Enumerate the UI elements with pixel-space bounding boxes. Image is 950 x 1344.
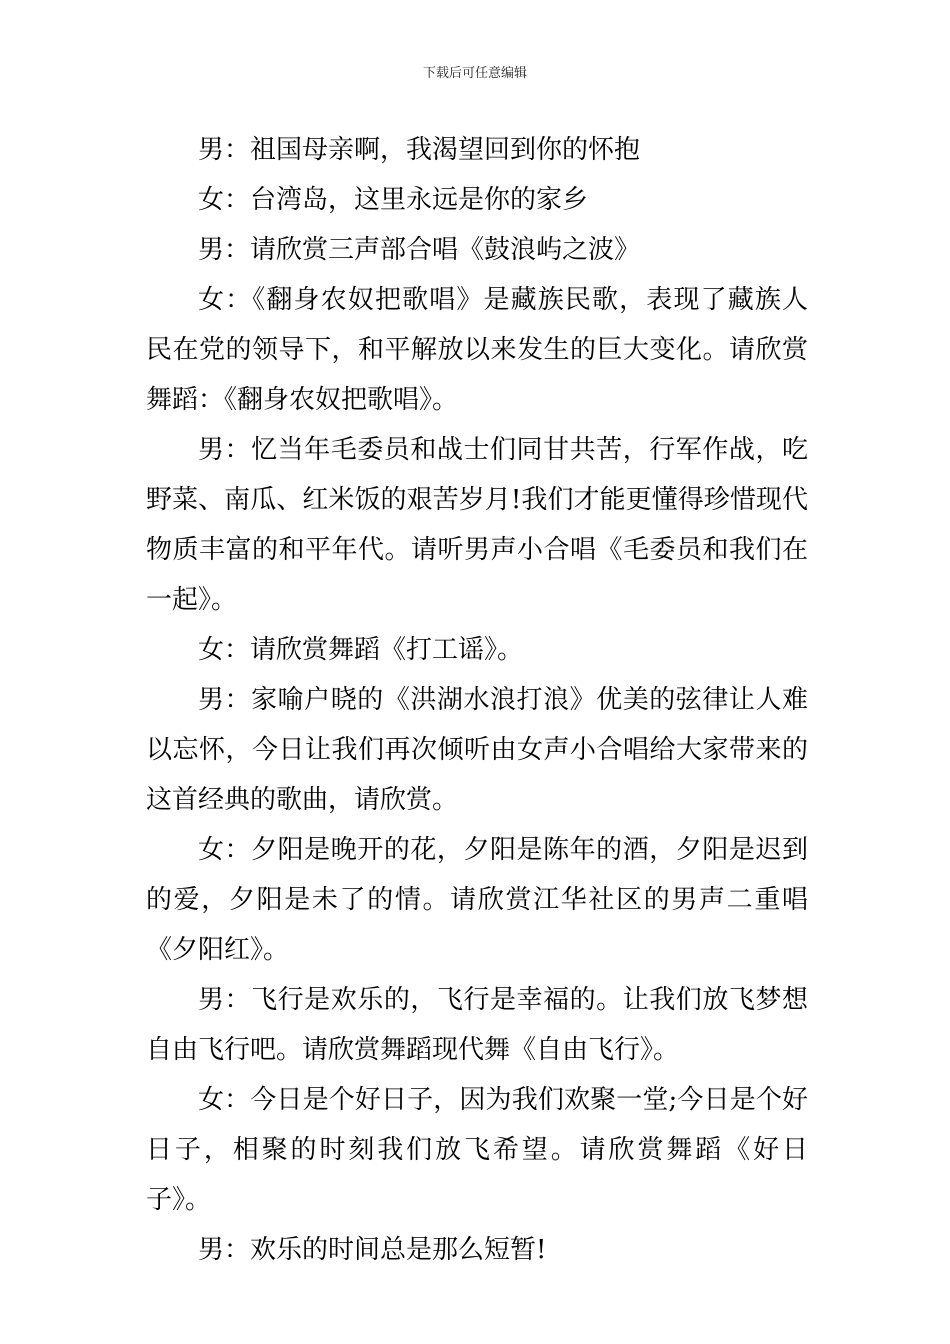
paragraph: 男：欢乐的时间总是那么短暂! <box>198 1235 547 1265</box>
document-body <box>146 125 808 1275</box>
paragraph: 男：飞行是欢乐的，飞行是幸福的。让我们放飞梦想自由飞行吧。请欣赏舞蹈现代舞《自由飞行》。 <box>146 985 808 1065</box>
paragraph: 女：今日是个好日子，因为我们欢聚一堂;今日是个好日子，相聚的时刻我们放飞希望。请欣赏舞蹈《好日子》。 <box>146 1085 808 1215</box>
paragraph: 女：夕阳是晚开的花，夕阳是陈年的酒，夕阳是迟到的爱，夕阳是未了的情。请欣赏江华社区的男声二重唱《夕阳红》。 <box>146 835 808 965</box>
paragraph: 女：台湾岛，这里永远是你的家乡 <box>198 185 589 215</box>
paragraph: 男：忆当年毛委员和战士们同甘共苦，行军作战，吃野菜、南瓜、红米饭的艰苦岁月!我们才能更懂得珍惜现代物质丰富的和平年代。请听男声小合唱《毛委员和我们在一起》。 <box>146 435 808 615</box>
paragraph: 男：家喻户晓的《洪湖水浪打浪》优美的弦律让人难以忘怀，今日让我们再次倾听由女声小合唱给大家带来的这首经典的歌曲，请欣赏。 <box>146 685 808 815</box>
paragraph: 女：《翻身农奴把歌唱》是藏族民歌，表现了藏族人民在党的领导下，和平解放以来发生的巨大变化。请欣赏舞蹈：《翻身农奴把歌唱》。 <box>146 285 808 415</box>
page-header: 下载后可任意编辑 <box>422 66 527 81</box>
paragraph: 女：请欣赏舞蹈《打工谣》。 <box>198 635 524 665</box>
paragraph: 男：请欣赏三声部合唱《鼓浪屿之波》 <box>198 235 641 265</box>
paragraph: 男：祖国母亲啊，我渴望回到你的怀抱 <box>198 135 641 165</box>
